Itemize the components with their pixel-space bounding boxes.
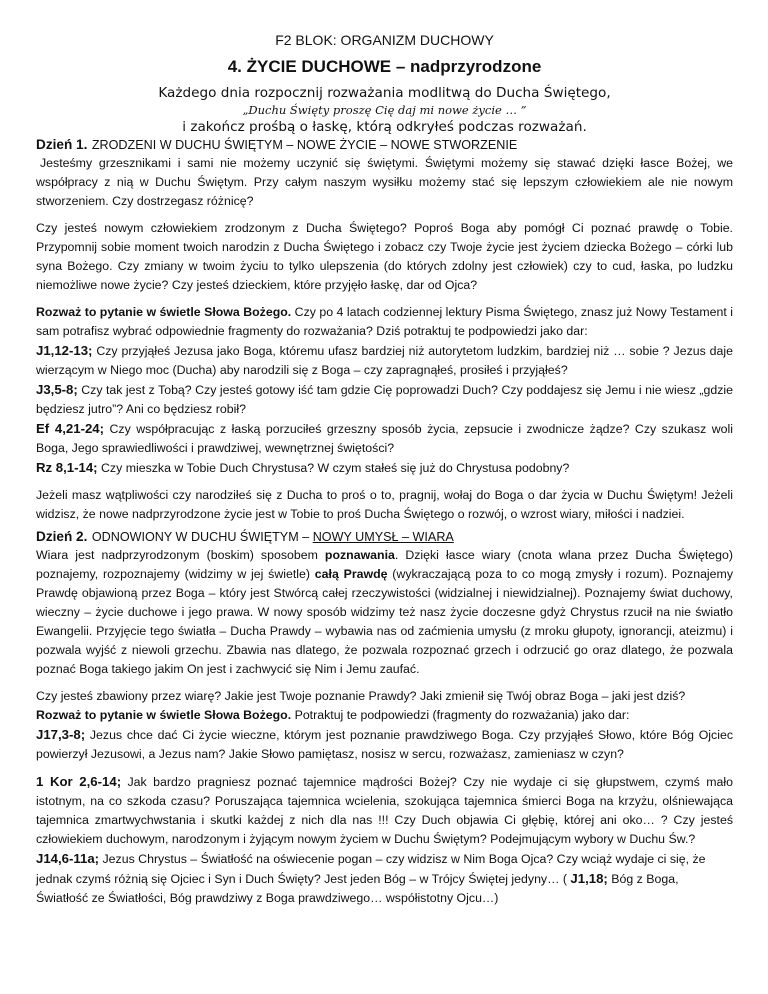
- day1-reflect: [36, 303, 733, 341]
- scripture-ref: Ef 4,21-24;: [36, 421, 105, 436]
- scripture-note: Czy współpracując z łaską porzuciłeś grzeszny sposób życia, zepsucie i zwodnicze żądze? Czy szukasz woli Boga, Jego sprawiedliwości i prawdziwej, wewnętrznej świętości?: [36, 422, 733, 455]
- day1-ref-2: [36, 380, 733, 419]
- scripture-ref: J3,5-8;: [36, 382, 78, 397]
- intro-line-2: i zakończ prośbą o łaskę, którą odkryłeś podczas rozważań.: [182, 119, 587, 135]
- day1-intro-text: Jesteśmy grzesznikami i sami nie możemy uczynić się świętymi. Świętymi możemy się stawać dzięki łasce Bożej, we współpracy z nią w Duchu Świętym. Przy całym naszym wysiłku możemy stać się lepszym człowiekiem ale nie nowym stworzeniem. Czy dostrzegasz różnicę?: [36, 156, 733, 208]
- day2-ref-3: [36, 849, 733, 908]
- block-header: F2 BLOK: ORGANIZM DUCHOWY: [275, 32, 494, 48]
- day2-reflect: [36, 706, 733, 725]
- scripture-ref: J14,6-11a;: [36, 851, 100, 866]
- day2-ref-2: [36, 772, 733, 849]
- scripture-note: Jezus chce dać Ci życie wieczne, którym jest poznanie prawdziwego Boga. Czy przyjąłeś Słowo, które Bóg Ojciec powierzył Jezusowi, a Jezus nam? Jakie Słowo pamiętasz, nosisz w sercu, rozważasz, zamieniasz w czyn?: [36, 728, 733, 761]
- prayer-quote: „Duchu Święty proszę Cię daj mi nowe życie … ”: [242, 103, 527, 117]
- day2-reflect-bold: Rozważ to pytanie w świetle Słowa Bożego.: [36, 708, 292, 722]
- day2-text-a: Wiara jest nadprzyrodzonym (boskim) sposobem: [36, 548, 325, 562]
- day2-question: Czy jesteś zbawiony przez wiarę? Jakie jest Twoje poznanie Prawdy? Jaki zmienił się Twój obraz Boga – jaki jest dziś?: [36, 689, 686, 703]
- scripture-note: Czy mieszka w Tobie Duch Chrystusa? W czym stałeś się już do Chrystusa podobny?: [97, 461, 570, 475]
- intro-line-1: Każdego dnia rozpocznij rozważania modlitwą do Ducha Świętego,: [158, 85, 611, 101]
- day2-heading: [36, 528, 733, 546]
- day1-reflect-bold: Rozważ to pytanie w świetle Słowa Bożego.: [36, 305, 292, 319]
- day2-bold-2: całą Prawdę: [314, 567, 388, 581]
- day2-title-a: ODNOWIONY W DUCHU ŚWIĘTYM –: [91, 530, 313, 544]
- day1-closing: Jeżeli masz wątpliwości czy narodziłeś się z Ducha to proś o to, pragnij, wołaj do Boga o dar życia w Duchu Świętym! Jeżeli widzisz, że nowe nadprzyrodzone życie jest w Tobie to proś Ducha Świętego o rozwój, o wzrost wiary, miłości i nadziei.: [36, 488, 733, 521]
- day1-ref-1: [36, 341, 733, 380]
- day1-intro: [36, 154, 733, 211]
- day1-title: ZRODZENI W DUCHU ŚWIĘTYM – NOWE ŻYCIE – NOWE STWORZENIE: [91, 138, 518, 152]
- scripture-note: Czy tak jest z Tobą? Czy jesteś gotowy iść tam gdzie Cię poprowadzi Duch? Czy poddajesz się Jemu i nie wiesz „gdzie będziesz jutro”? Ani co będziesz robił?: [36, 383, 733, 416]
- day1-label: Dzień 1.: [36, 137, 88, 152]
- day2-text-c: . Dzięki łasce wiary (cnota wlana przez Ducha Świętego) poznajemy, rozpoznajemy (widzimy w jej świetle): [36, 548, 733, 581]
- scripture-note: Czy przyjąłeś Jezusa jako Boga, któremu ufasz bardziej niż autorytetom ludzkim, bardziej niż … sobie ? Jezus daje wierzącym w Niego moc (Ducha) aby narodzili się z Boga – czy zapragnąłeś, prosiłeś i przyjąłeś?: [36, 344, 733, 377]
- day2-bold-1: poznawania: [324, 548, 395, 562]
- scripture-note: Jezus Chrystus – Światłość na oświecenie pogan – czy widzisz w Nim Boga Ojca? Czy wciąż wydaje ci się, że jednak czymś różnią się Ojciec i Syn i Duch Święty? Jest jeden Bóg – w Trójcy Świętej jedyny… (: [36, 852, 706, 886]
- day1-heading: [36, 136, 733, 154]
- day2-paragraph: [36, 546, 733, 679]
- scripture-ref: 1 Kor 2,6-14;: [36, 774, 122, 789]
- day1-ref-3: [36, 419, 733, 458]
- day2-label: Dzień 2.: [36, 529, 88, 544]
- scripture-ref: Rz 8,1-14;: [36, 460, 98, 475]
- day2-text-d: (wykraczającą poza to co mogą zmysły i rozum). Poznajemy Prawdę objawioną przez Boga – który jest Stwórcą całej rzeczywistości (widzialnej i niewidzialnej). Poznajemy świat duchowy, wieczny – życie duchowe i jego prawa. W nowy sposób widzimy też nasz życie doczesne gdyż Chrystus rzucił na nie światło Ewangelii. Przyjęcie tego światła – Ducha Prawdy – wybawia nas od zaćmienia umysłu (z mroku głupoty, ignorancji, ateizmu) i pozwala wyjść z niewoli grzechu. Zbawia nas dlatego, że pozwala rozpoznać grzech i odrzucić go oraz dlatego, że pozwala poznać Boga takiego jakim On jest i zachwycić się Nim i Jemu zaufać.: [36, 567, 733, 676]
- page-title: 4. ŻYCIE DUCHOWE – nadprzyrodzone: [227, 57, 542, 76]
- scripture-ref: J17,3-8;: [36, 727, 86, 742]
- day2-title-b: NOWY UMYSŁ – WIARA: [312, 530, 454, 544]
- scripture-note-end: Bóg z Boga, Światłość ze Światłości, Bóg prawdziwy z Boga prawdziwego… współistotny Ojcu…): [36, 872, 679, 905]
- day2-reflect-text: Potraktuj te podpowiedzi (fragmenty do rozważania) jako dar:: [291, 708, 630, 722]
- scripture-ref-inline: J1,18;: [570, 871, 608, 886]
- day1-question: Czy jesteś nowym człowiekiem zrodzonym z Ducha Świętego? Poproś Boga aby pomógł Ci poznać prawdę o Tobie. Przypomnij sobie moment twoich narodzin z Ducha Świętego i zobacz czy Twoje życie jest życiem dziecka Bożego – córki lub syna Bożego. Czy zmiany w twoim życiu to tylko ulepszenia (do których zdolny jest człowiek) czy to cud, łaska, po ludzku niemożliwe nowe życie? Czy jesteś dzieckiem, które przyjęło łaskę, dar od Ojca?: [36, 221, 733, 292]
- day1-reflect-text: Czy po 4 latach codziennej lektury Pisma Świętego, znasz już Nowy Testament i sam potrafisz wybrać odpowiednie fragmenty do rozważania? Dziś potraktuj te podpowiedzi jako dar:: [36, 305, 733, 338]
- scripture-note: Jak bardzo pragniesz poznać tajemnice mądrości Bożej? Czy nie wydaje ci się głupstwem, czymś mało istotnym, na co szkoda czasu? Poruszająca tajemnica wcielenia, szokująca tajemnica śmierci Boga na krzyżu, olśniewająca tajemnica zmartwychwstania i skutki każdej z nich dla nas !!! Czy Duch objawia Ci głębię, której ani oko… ? Czy jesteś człowiekiem duchowym, narodzonym i żyjącym nowym życiem w Duchu Świętym? Podejmującym wybory w Duchu Św.?: [36, 775, 733, 846]
- day1-ref-4: [36, 458, 733, 478]
- day2-ref-1: [36, 725, 733, 764]
- scripture-ref: J1,12-13;: [36, 343, 93, 358]
